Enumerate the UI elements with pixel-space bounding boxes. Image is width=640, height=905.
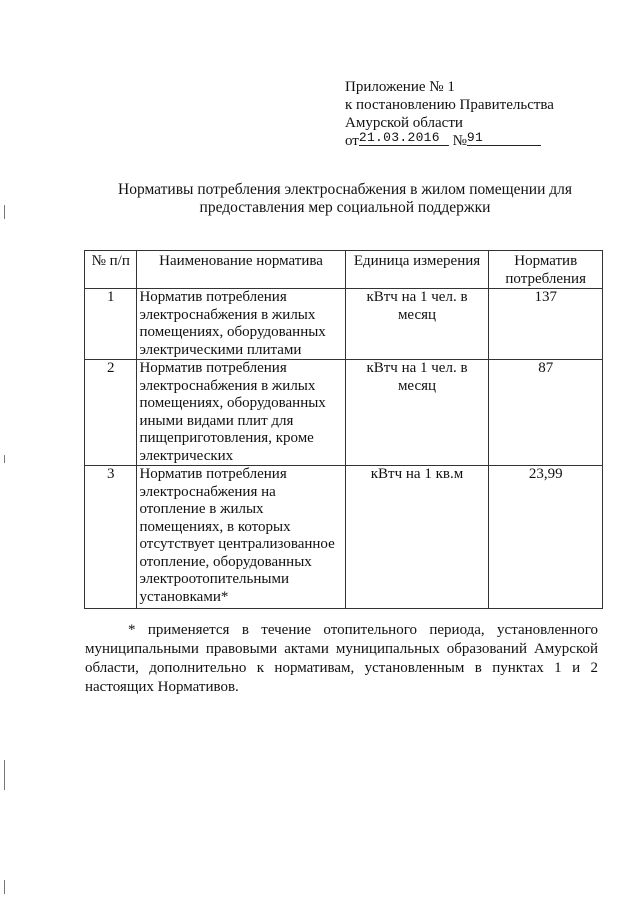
row-unit: кВтч на 1 чел. в месяц (345, 289, 489, 360)
norms-table (84, 250, 603, 609)
appendix-title: Приложение № 1 (345, 79, 455, 95)
table-row (85, 466, 603, 609)
table-row (85, 289, 603, 360)
row-value: 87 (489, 360, 603, 466)
scan-artifact (4, 205, 5, 219)
row-num: 1 (85, 289, 137, 360)
date-prefix: от (345, 133, 359, 149)
row-value: 137 (489, 289, 603, 360)
resolution-number: 91 (467, 130, 541, 146)
row-unit: кВтч на 1 чел. в месяц (345, 360, 489, 466)
appendix-reference: к постановлению Правительства (345, 97, 554, 113)
appendix-header (345, 78, 615, 150)
row-name: Норматив потребления электроснабжения в жилых помещениях, оборудованных электрическими плитами (137, 289, 345, 360)
header-unit: Единица измерения (345, 251, 489, 289)
row-unit: кВтч на 1 кв.м (345, 466, 489, 609)
footnote: * применяется в течение отопительного периода, установленного муниципальными правовыми актами муниципальных образований Амурской области, дополнительно к нормативам, установленным в пунктах 1 и 2 настоящих Нормативов. (85, 622, 598, 695)
row-num: 3 (85, 466, 137, 609)
scan-artifact (4, 880, 5, 894)
header-num: № п/п (85, 251, 137, 289)
header-name: Наименование норматива (137, 251, 345, 289)
appendix-region: Амурской области (345, 115, 463, 131)
scan-artifact (4, 455, 5, 463)
table-header-row (85, 251, 603, 289)
appendix-date-line (345, 130, 541, 149)
document-title: Нормативы потребления электроснабжения в жилом помещении для предоставления мер социальной поддержки (118, 181, 572, 216)
row-name: Норматив потребления электроснабжения на отопление в жилых помещениях, в которых отсутствует централизованное отопление, оборудованных электроотопительными установками* (137, 466, 345, 609)
number-prefix: № (452, 133, 467, 149)
resolution-date: 21.03.2016 (359, 130, 449, 146)
row-num: 2 (85, 360, 137, 466)
row-value: 23,99 (489, 466, 603, 609)
header-value: Норматив потребления (489, 251, 603, 289)
row-name: Норматив потребления электроснабжения в жилых помещениях, оборудованных иными видами плит для пищеприготовления, кроме электрических (137, 360, 345, 466)
table-row (85, 360, 603, 466)
scan-artifact (4, 760, 5, 790)
